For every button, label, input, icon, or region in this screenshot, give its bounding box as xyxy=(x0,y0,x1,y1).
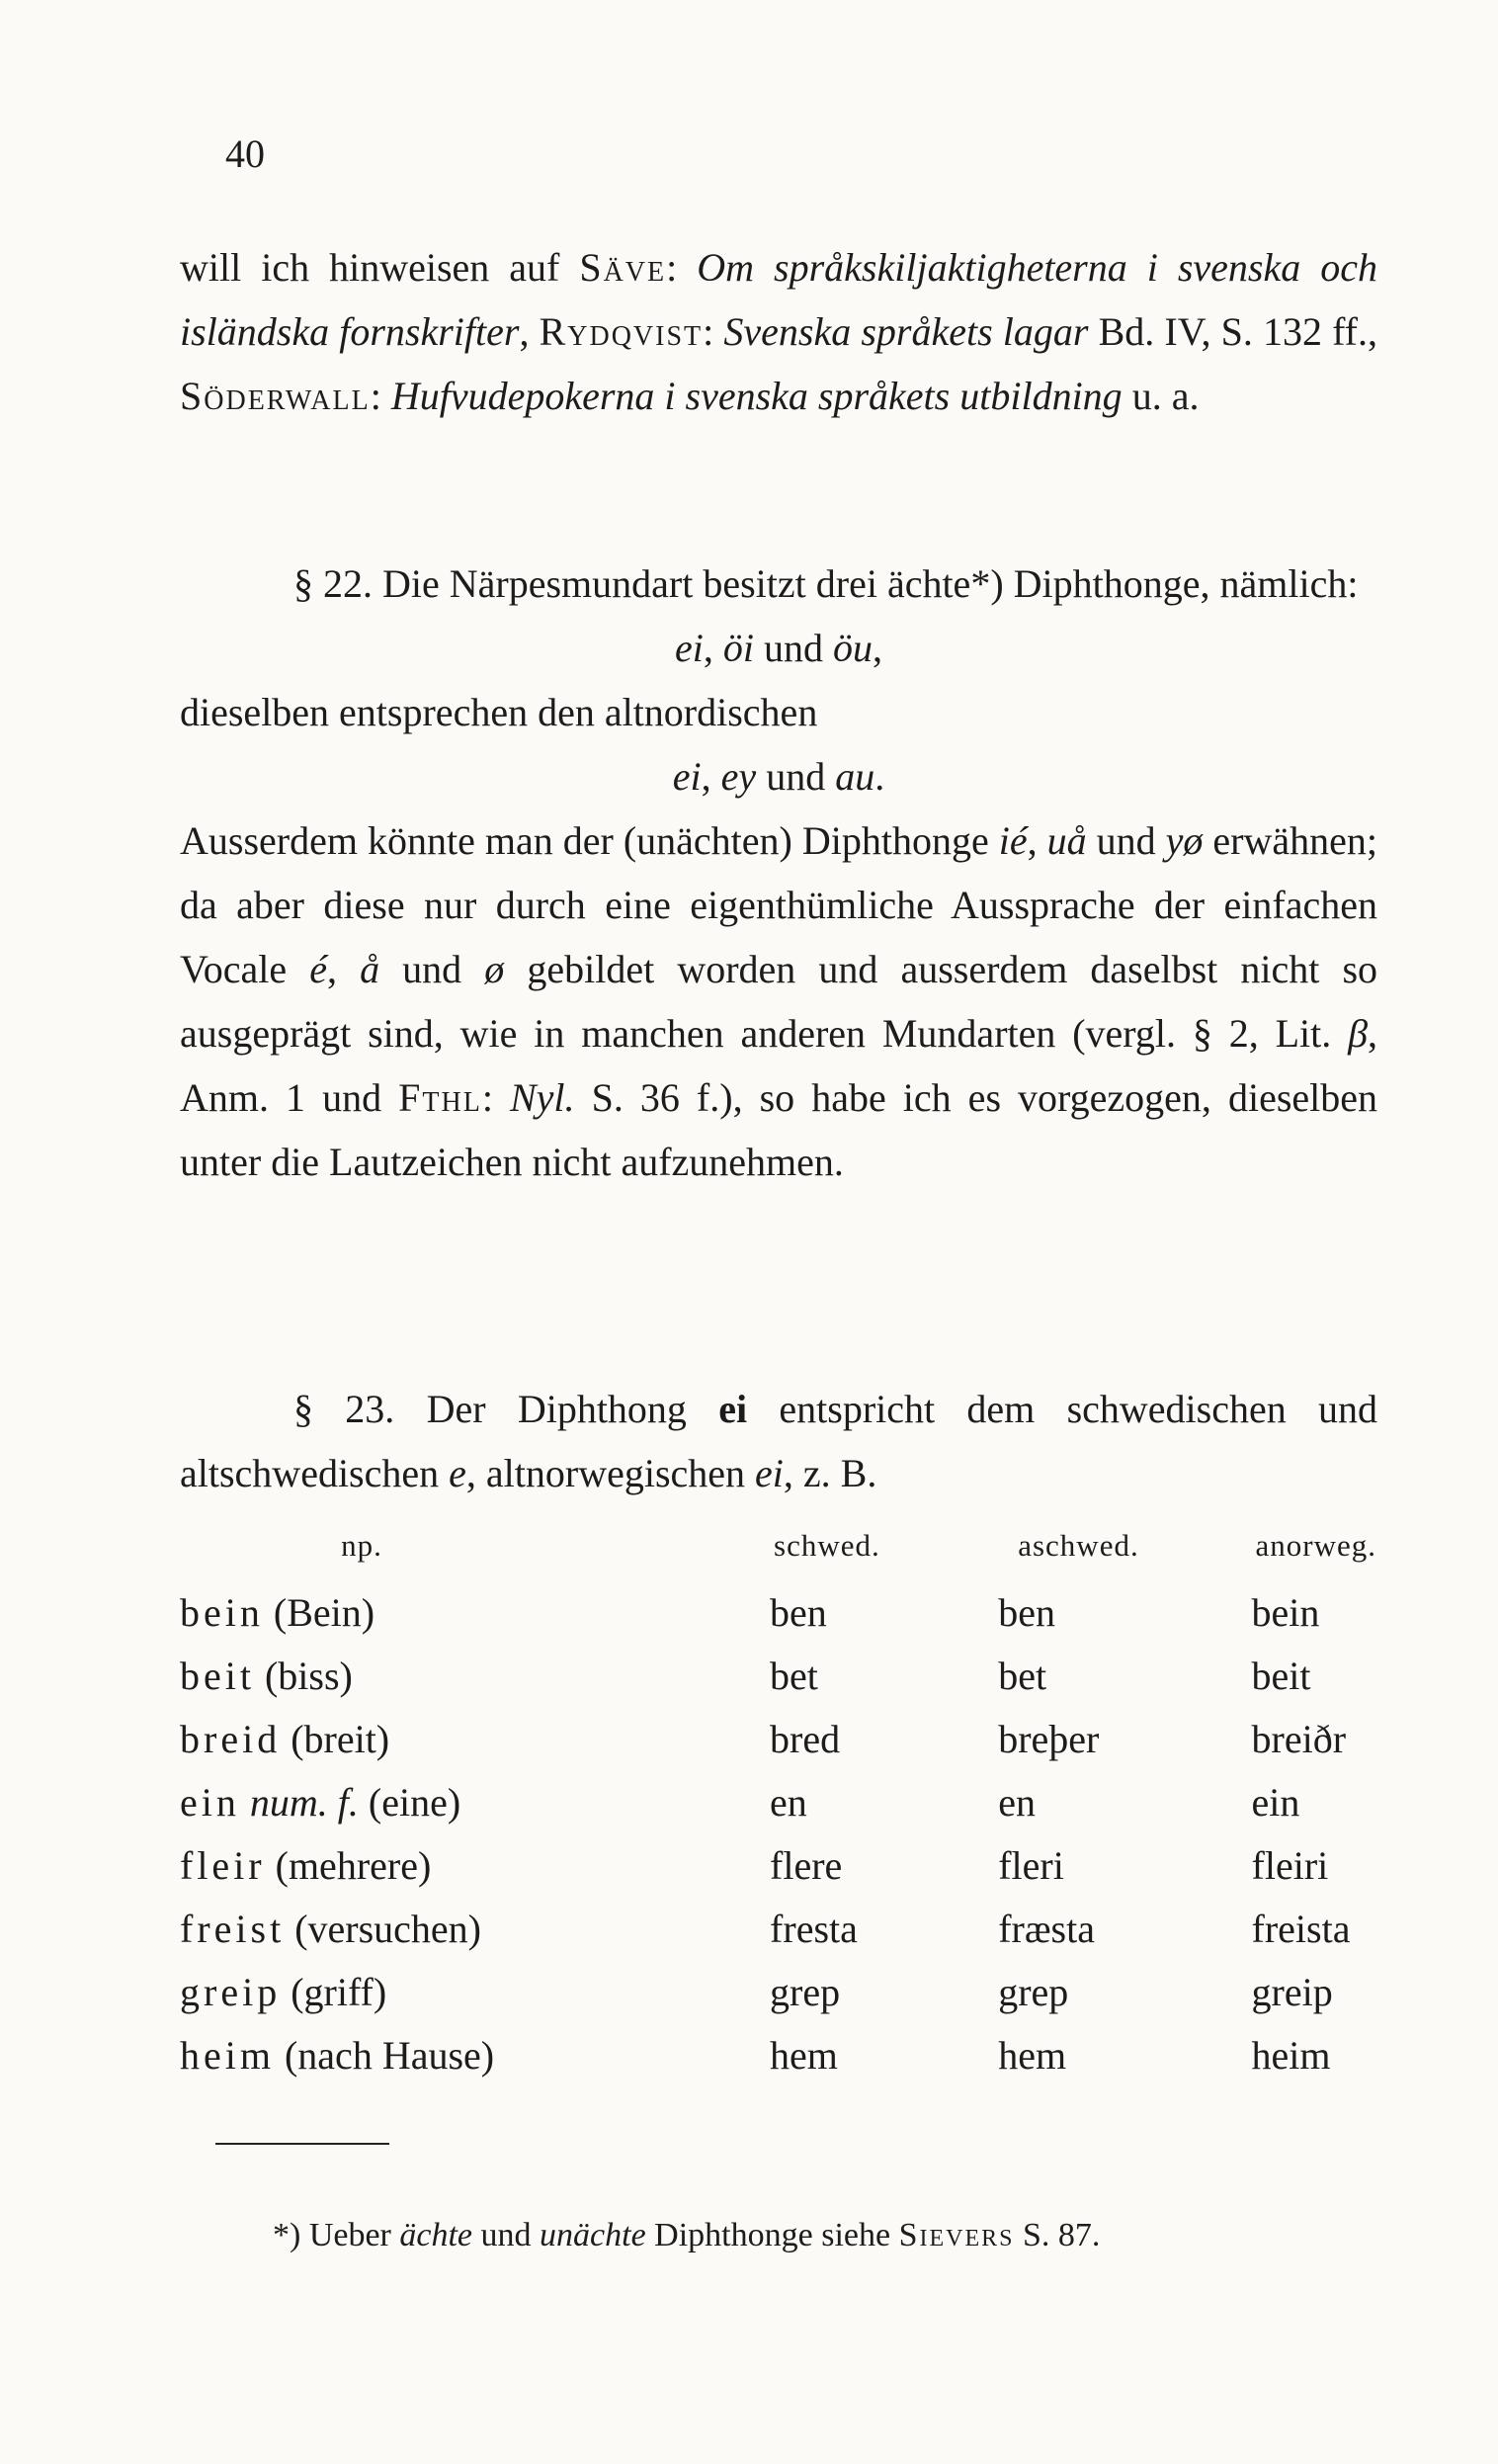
dialect-word: bein xyxy=(180,1589,264,1635)
letter: β xyxy=(1348,1011,1368,1056)
author-name: Rydqvist xyxy=(539,309,704,354)
diphthong: uå xyxy=(1046,818,1087,863)
diphthong-list-old-norse xyxy=(180,744,1377,808)
table-cell xyxy=(1252,2023,1377,2086)
text-run: u. a. xyxy=(1122,374,1200,418)
table-cell xyxy=(1252,1644,1377,1707)
diphthong-list-np xyxy=(180,616,1377,680)
old-swedish-form: hem xyxy=(998,2032,1067,2078)
gloss: (Bein) xyxy=(273,1589,375,1635)
footnote xyxy=(273,2214,1409,2257)
book-title: Om språkskiljaktigheterna i svenska och isländska fornskrifter xyxy=(180,245,1378,354)
text-run: , xyxy=(326,947,361,991)
term: unächte xyxy=(540,2217,646,2253)
table-cell xyxy=(770,1580,998,1644)
vowel: e xyxy=(449,1451,466,1495)
old-swedish-form: ben xyxy=(998,1589,1055,1635)
table-cell xyxy=(770,1707,998,1770)
table-cell xyxy=(770,1833,998,1897)
gloss-grammar: num. f. xyxy=(249,1779,359,1825)
table-cell xyxy=(770,1960,998,2023)
dialect-word: fleir xyxy=(180,1842,266,1888)
diphthong: ei xyxy=(755,1451,784,1495)
table-cell xyxy=(998,1580,1251,1644)
table-row xyxy=(180,1833,1377,1897)
gloss: (versuchen) xyxy=(294,1906,481,1951)
table-cell xyxy=(998,1833,1251,1897)
old-norwegian-form: beit xyxy=(1251,1653,1311,1698)
header-aschwed: aschwed. xyxy=(1018,1528,1139,1563)
diphthong: ei xyxy=(675,626,704,670)
text-run: und xyxy=(754,626,833,670)
table-body xyxy=(180,1580,1377,2086)
gloss: (griff) xyxy=(291,1969,387,2014)
old-swedish-form: fleri xyxy=(998,1842,1064,1888)
table-cell xyxy=(1252,1580,1377,1644)
table-cell xyxy=(180,1644,770,1707)
old-norwegian-form: freista xyxy=(1251,1906,1351,1951)
table-header-row xyxy=(180,1527,1377,1580)
swedish-form: en xyxy=(770,1779,807,1825)
swedish-form: ben xyxy=(770,1589,827,1635)
table-cell xyxy=(180,1960,770,2023)
old-swedish-form: grep xyxy=(998,1969,1069,2014)
table-cell xyxy=(1252,1770,1377,1833)
diphthong: ié xyxy=(998,818,1028,863)
table-cell xyxy=(770,1897,998,1960)
old-norwegian-form: heim xyxy=(1251,2032,1331,2078)
text-run: , altnorwegischen xyxy=(465,1451,756,1495)
dialect-word: breid xyxy=(180,1716,282,1761)
swedish-form: hem xyxy=(770,2032,838,2078)
table-row xyxy=(180,1897,1377,1960)
gloss: (mehrere) xyxy=(275,1842,432,1888)
old-norwegian-form: breiðr xyxy=(1251,1716,1347,1761)
author-name: Fthl xyxy=(398,1075,482,1120)
old-swedish-form: bet xyxy=(998,1653,1047,1698)
text-run: und xyxy=(756,754,836,799)
text-run: : xyxy=(370,374,391,418)
old-norwegian-form: greip xyxy=(1251,1969,1333,2014)
page-number: 40 xyxy=(225,131,265,176)
text-run: , z. B. xyxy=(783,1451,877,1495)
text-run: , xyxy=(703,626,723,670)
text-run: § 23. Der Diphthong xyxy=(293,1387,719,1431)
text-run: gebildet worden und ausserdem daselbst nicht so ausgeprägt sind, wie in manchen anderen Mundarten (vergl. § 2, Lit. xyxy=(180,947,1378,1056)
table-cell xyxy=(998,1707,1251,1770)
swedish-form: flere xyxy=(770,1842,843,1888)
diphthong: öu xyxy=(833,626,873,670)
diphthong: öi xyxy=(722,626,754,670)
text-run: erwähnen; da aber diese nur durch eine eigenthümliche Aussprache der einfachen Vocale xyxy=(180,818,1377,991)
term: ächte xyxy=(399,2217,473,2253)
diphthong: ey xyxy=(720,754,757,799)
author-name: Säve xyxy=(579,245,667,290)
text-run: und xyxy=(379,947,485,991)
text-run: Diphthonge siehe xyxy=(645,2217,899,2253)
text-run: : xyxy=(481,1075,510,1120)
table-cell xyxy=(1252,1707,1377,1770)
text-run: , Anm. 1 und xyxy=(180,1011,1377,1120)
gloss: (breit) xyxy=(291,1716,390,1761)
table-cell xyxy=(998,1770,1251,1833)
dialect-word: freist xyxy=(180,1906,286,1951)
section-22-line: dieselben entsprechen den altnordischen xyxy=(180,690,818,734)
gloss: (biss) xyxy=(264,1653,353,1698)
old-norwegian-form: bein xyxy=(1251,1589,1320,1635)
table-cell xyxy=(1252,1960,1377,2023)
section-23-text xyxy=(180,1377,1377,1505)
old-swedish-form: fræsta xyxy=(998,1906,1095,1951)
table-row xyxy=(180,2023,1377,2086)
diphthong: ei xyxy=(718,1387,748,1431)
footnote-divider xyxy=(215,2143,389,2145)
table-cell xyxy=(770,2023,998,2086)
text-run: , xyxy=(1027,818,1047,863)
text-run: . xyxy=(874,754,885,799)
section-23 xyxy=(180,1377,1377,1505)
table-cell xyxy=(180,1707,770,1770)
text-run: : xyxy=(703,309,724,354)
table-row xyxy=(180,1707,1377,1770)
text-run: und xyxy=(1086,818,1166,863)
text-run: , xyxy=(519,309,540,354)
paragraph-references xyxy=(180,235,1377,428)
text-run: S. 87. xyxy=(1014,2217,1101,2253)
text-run: will ich hinweisen auf xyxy=(180,245,580,290)
table-row xyxy=(180,1580,1377,1644)
table-cell xyxy=(1252,1897,1377,1960)
book-title: Nyl. xyxy=(510,1075,575,1120)
table-cell xyxy=(180,2023,770,2086)
section-22-intro: § 22. Die Närpesmundart besitzt drei ächte*) Diphthonge, nämlich: xyxy=(293,561,1359,606)
table-cell xyxy=(180,1833,770,1897)
old-swedish-form: breþer xyxy=(998,1716,1100,1761)
header-np: np. xyxy=(341,1528,382,1563)
book-title: Hufvudepokerna i svenska språkets utbildning xyxy=(390,374,1123,418)
vowel: ø xyxy=(484,947,505,991)
text-run: : xyxy=(666,245,698,290)
author-name: Sievers xyxy=(898,2217,1015,2253)
dialect-word: ein xyxy=(180,1779,240,1825)
table-cell xyxy=(180,1770,770,1833)
table-cell xyxy=(770,1644,998,1707)
references-text xyxy=(180,235,1377,428)
text-run: Ausserdem könnte man der (unächten) Diphthonge xyxy=(180,818,999,863)
text-run: Bd. IV, S. 132 ff., xyxy=(1088,309,1377,354)
text-run: , xyxy=(873,626,882,670)
swedish-form: grep xyxy=(770,1969,841,2014)
comparison-table xyxy=(180,1527,1377,2086)
table-cell xyxy=(998,1644,1251,1707)
old-norwegian-form: ein xyxy=(1251,1779,1300,1825)
gloss: (nach Hause) xyxy=(284,2032,495,2078)
book-title: Svenska språkets lagar xyxy=(723,309,1089,354)
swedish-form: bet xyxy=(770,1653,818,1698)
old-swedish-form: en xyxy=(998,1779,1036,1825)
header-schwed: schwed. xyxy=(774,1528,880,1563)
table-row xyxy=(180,1644,1377,1707)
old-norwegian-form: fleiri xyxy=(1251,1842,1329,1888)
table-cell xyxy=(770,1770,998,1833)
author-name: Söderwall xyxy=(180,374,371,418)
swedish-form: bred xyxy=(770,1716,841,1761)
dialect-word: heim xyxy=(180,2032,275,2078)
diphthong: au xyxy=(835,754,875,799)
table-cell xyxy=(998,1960,1251,2023)
section-22-body xyxy=(180,808,1377,1194)
table-row xyxy=(180,1960,1377,2023)
text-run: *) Ueber xyxy=(273,2217,400,2253)
table-cell xyxy=(998,2023,1251,2086)
table-cell xyxy=(180,1580,770,1644)
swedish-form: fresta xyxy=(770,1906,858,1951)
table-row xyxy=(180,1770,1377,1833)
diphthong: yø xyxy=(1165,818,1204,863)
dialect-word: greip xyxy=(180,1969,282,2014)
text-run: S. 36 f.), so habe ich es vorgezogen, dieselben unter die Lautzeichen nicht aufzunehmen. xyxy=(180,1075,1378,1184)
header-anorweg: anorweg. xyxy=(1255,1528,1376,1563)
vowel: å xyxy=(360,947,380,991)
text-run: entspricht dem schwedischen und altschwedischen xyxy=(180,1387,1378,1495)
table-cell xyxy=(180,1897,770,1960)
text-run: und xyxy=(472,2217,541,2253)
dialect-word: beit xyxy=(180,1653,255,1698)
section-22 xyxy=(180,552,1377,1194)
gloss: (eine) xyxy=(368,1779,461,1825)
table-cell xyxy=(1252,1833,1377,1897)
diphthong: ei xyxy=(672,754,702,799)
vowel: é xyxy=(309,947,327,991)
table-cell xyxy=(998,1897,1251,1960)
text-run: , xyxy=(701,754,721,799)
